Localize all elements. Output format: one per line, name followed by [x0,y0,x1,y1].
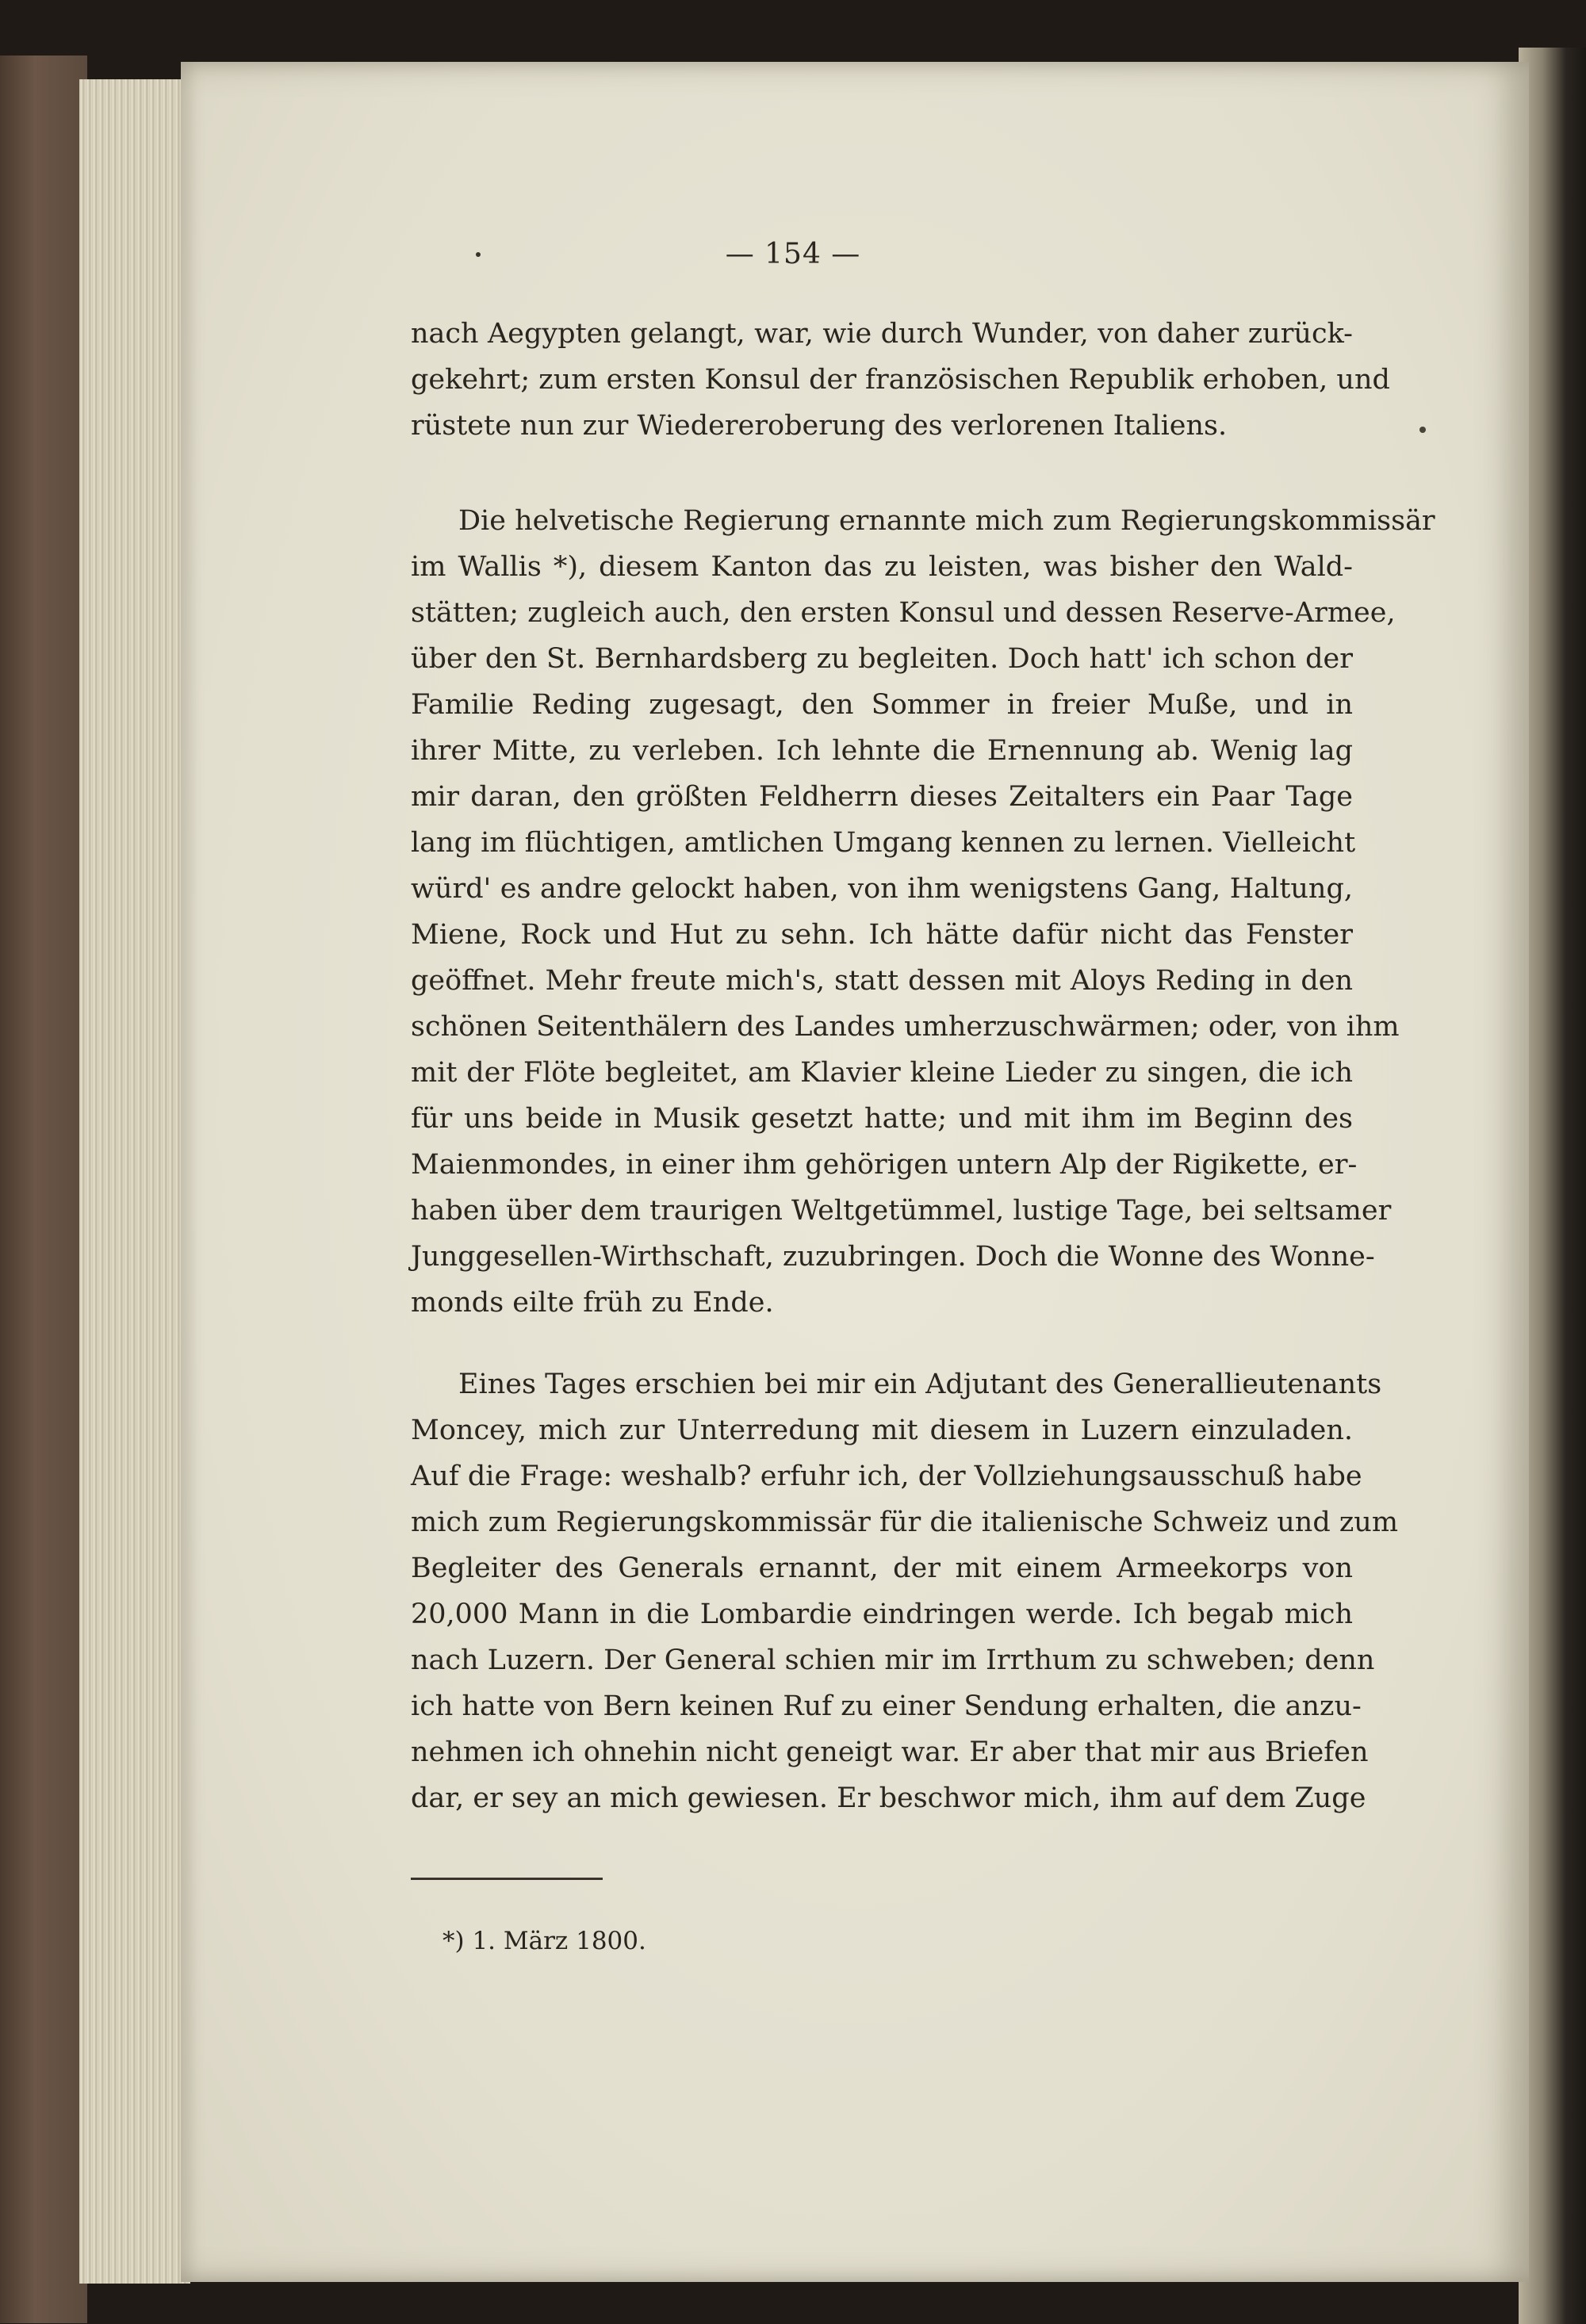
text-line: Maienmondes, in einer ihm gehörigen untern Alp der Rigikette, er- [411,1149,1358,1181]
text-line: rüstete nun zur Wiedereroberung des verlorenen Italiens. [411,410,1228,442]
book-cover-edge [0,56,87,2323]
text-line: über den St. Bernhardsberg zu begleiten. Doch hatt' ich schon der [411,643,1353,675]
page-number: — 154 — [725,238,861,270]
paragraph-1 [411,311,1390,449]
text-line: Begleiter des Generals ernannt, der mit einem Armeekorps von [411,1553,1353,1584]
text-line: stätten; zugleich auch, den ersten Konsul und dessen Reserve-Armee, [411,597,1396,629]
paragraph-3 [411,1361,1399,1821]
text-line: Die helvetische Regierung ernannte mich zum Regierungskommissär [458,505,1435,537]
text-line: monds eilte früh zu Ende. [411,1287,774,1319]
text-line: Eines Tages erschien bei mir ein Adjutant des Generallieutenants [458,1369,1382,1400]
text-line: Moncey, mich zur Unterredung mit diesem in Luzern einzuladen. [411,1415,1353,1446]
text-line: ich hatte von Bern keinen Ruf zu einer Sendung erhalten, die anzu- [411,1690,1362,1722]
text-line: 20,000 Mann in die Lombardie eindringen werde. Ich begab mich [411,1598,1353,1630]
text-line: haben über dem traurigen Weltgetümmel, lustige Tage, bei seltsamer [411,1195,1392,1227]
text-line: Junggesellen-Wirthschaft, zuzubringen. Doch die Wonne des Wonne- [411,1241,1375,1273]
text-line: für uns beide in Musik gesetzt hatte; und mit ihm im Beginn des [411,1103,1353,1135]
text-line: Auf die Frage: weshalb? erfuhr ich, der Vollziehungsausschuß habe [411,1461,1362,1492]
text-line: nach Aegypten gelangt, war, wie durch Wunder, von daher zurück- [411,318,1353,350]
text-line: nehmen ich ohnehin nicht geneigt war. Er aber that mir aus Briefen [411,1736,1369,1768]
text-line: würd' es andre gelockt haben, von ihm wenigstens Gang, Haltung, [411,873,1353,905]
text-line: gekehrt; zum ersten Konsul der französischen Republik erhoben, und [411,364,1390,396]
text-line: ihrer Mitte, zu verleben. Ich lehnte die Ernennung ab. Wenig lag [411,735,1353,767]
paragraph-2 [411,498,1435,1326]
text-line: dar, er sey an mich gewiesen. Er beschwor mich, ihm auf dem Zuge [411,1782,1366,1814]
text-line: mich zum Regierungskommissär für die italienische Schweiz und zum [411,1507,1399,1538]
text-line: lang im flüchtigen, amtlichen Umgang kennen zu lernen. Vielleicht [411,827,1356,859]
text-line: mit der Flöte begleitet, am Klavier kleine Lieder zu singen, die ich [411,1057,1353,1089]
text-line: Miene, Rock und Hut zu sehn. Ich hätte dafür nicht das Fenster [411,919,1353,951]
text-line: schönen Seitenthälern des Landes umherzuschwärmen; oder, von ihm [411,1011,1400,1043]
text-line: nach Luzern. Der General schien mir im Irrthum zu schweben; denn [411,1644,1375,1676]
footnote-divider [411,1878,603,1880]
ink-speck [1419,427,1426,433]
text-line: mir daran, den größten Feldherrn dieses Zeitalters ein Paar Tage [411,781,1353,813]
page-edges [79,79,190,2284]
text-line: Familie Reding zugesagt, den Sommer in freier Muße, und in [411,689,1353,721]
text-line: im Wallis *), diesem Kanton das zu leisten, was bisher den Wald- [411,551,1353,583]
text-line: geöffnet. Mehr freute mich's, statt dessen mit Aloys Reding in den [411,965,1353,997]
footnote: *) 1. März 1800. [442,1927,646,1955]
